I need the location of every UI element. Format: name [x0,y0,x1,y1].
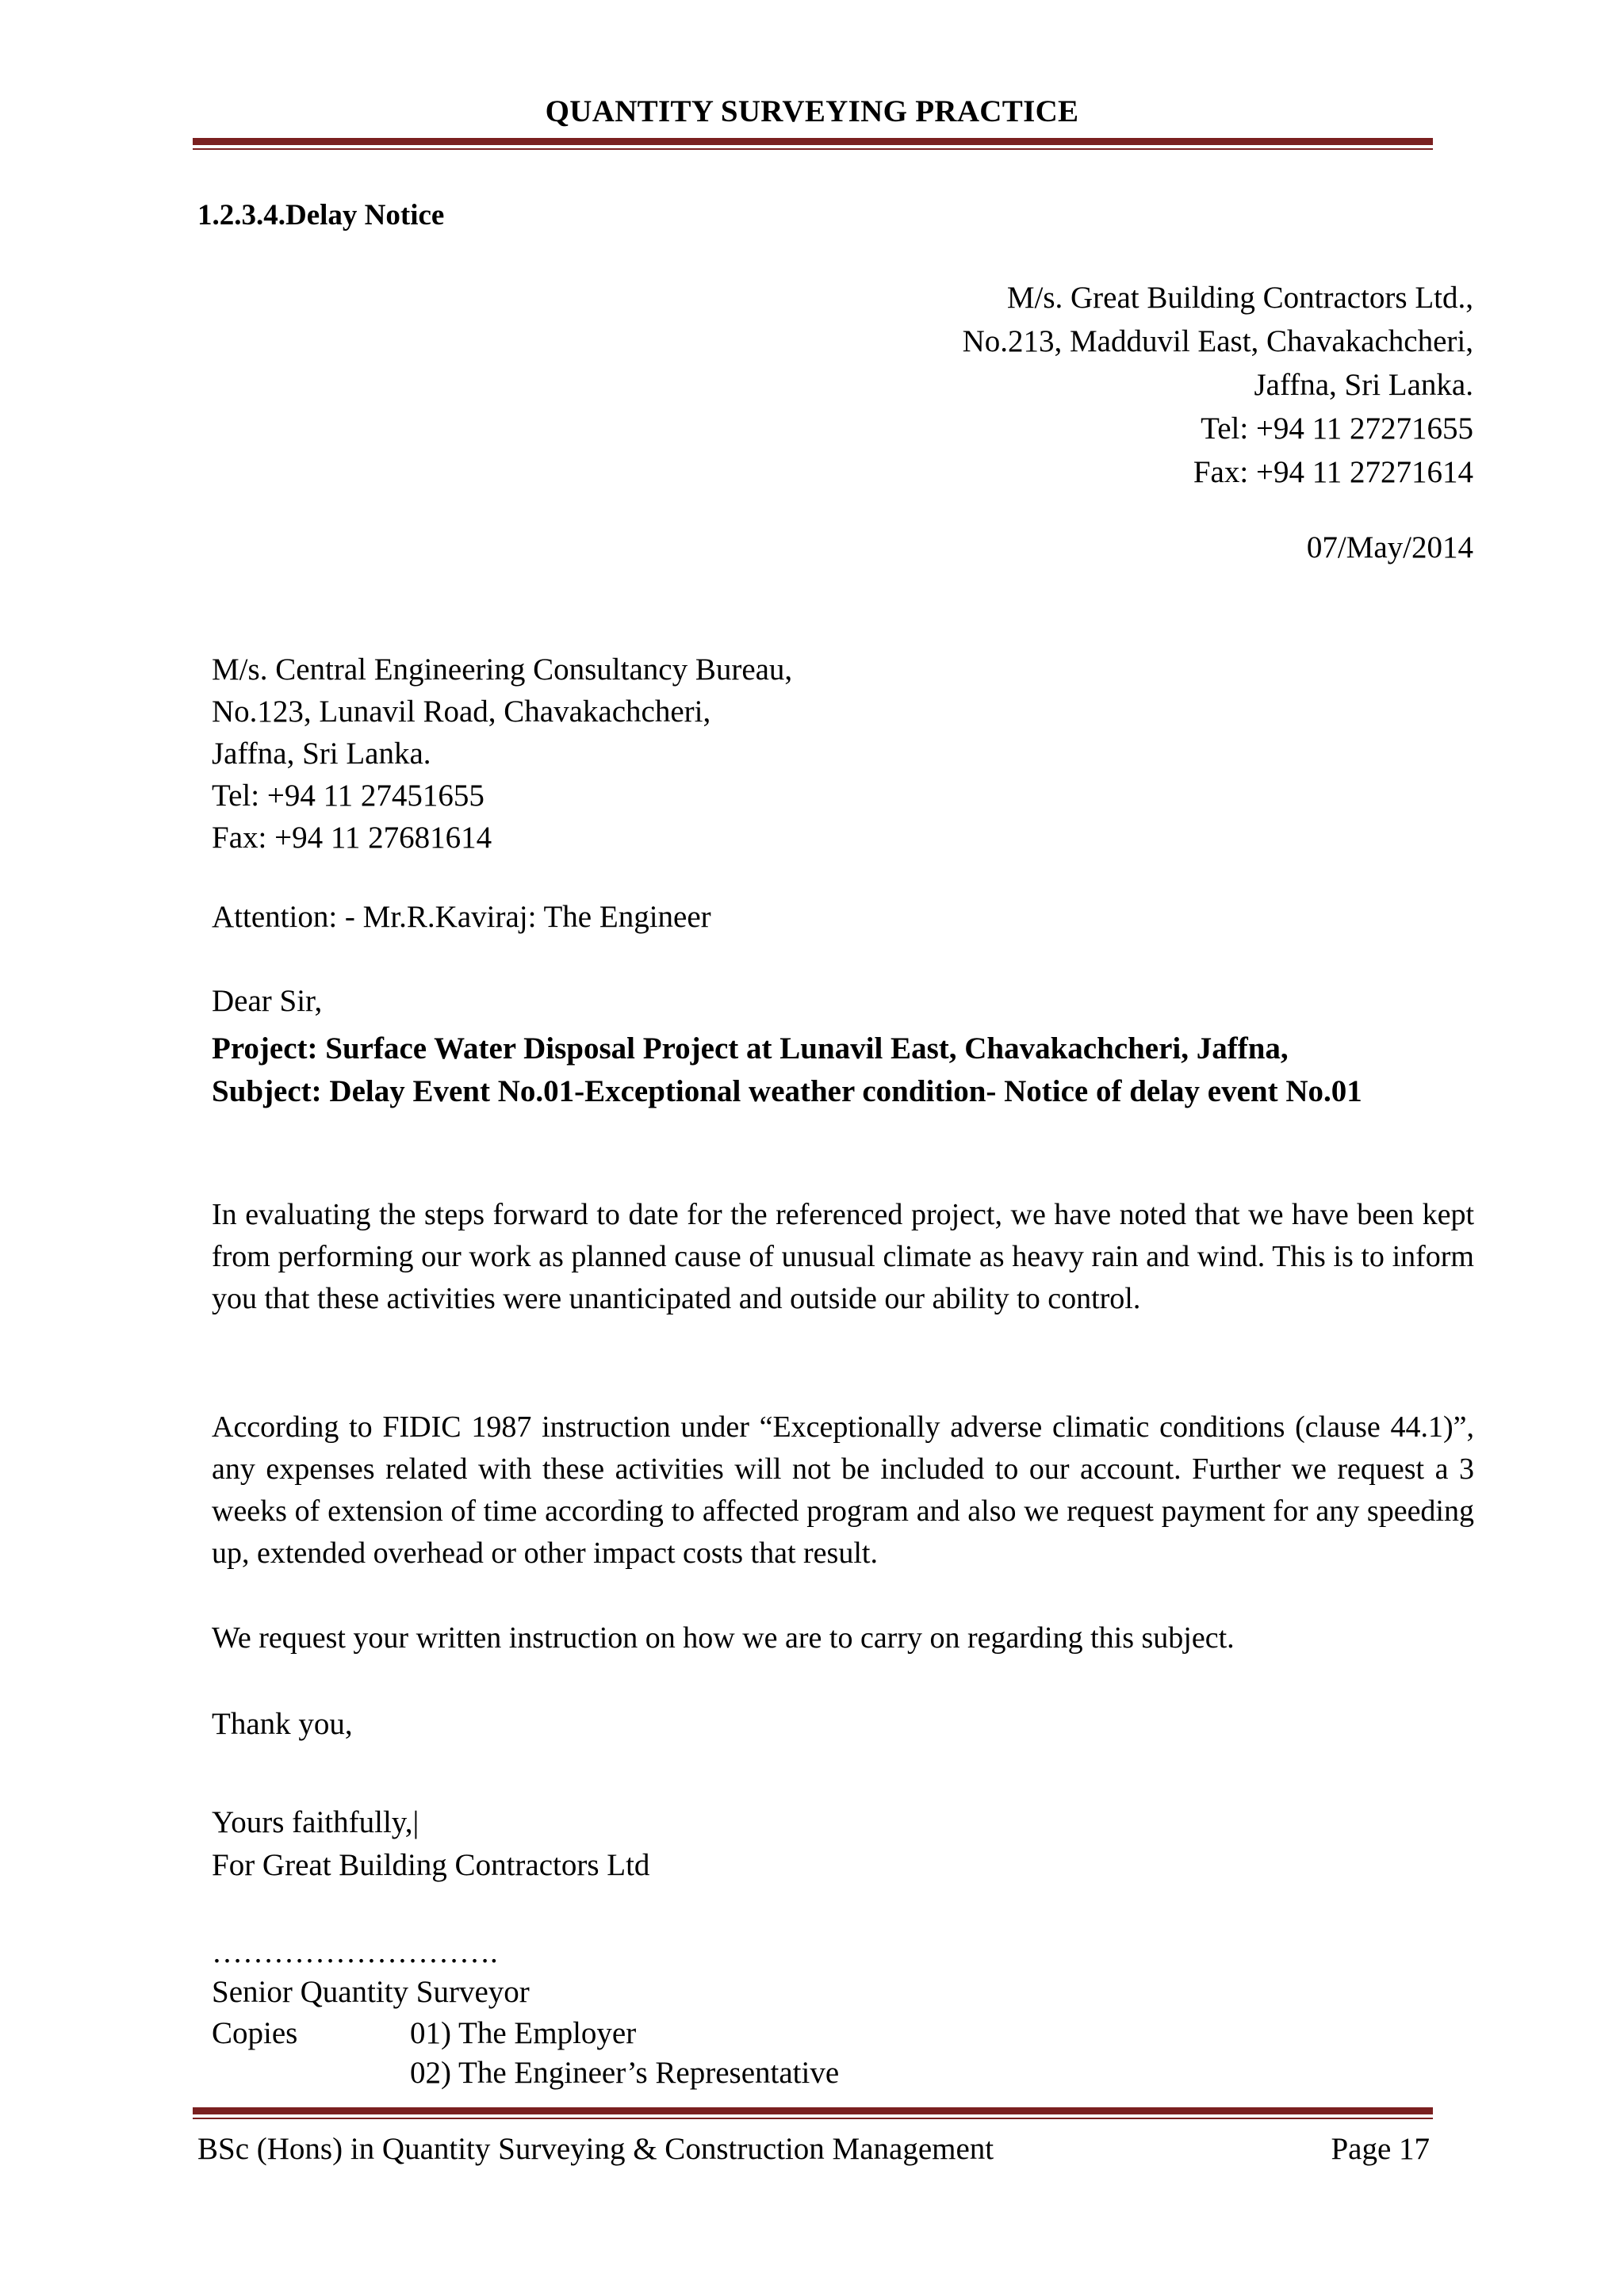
recipient-line: Jaffna, Sri Lanka. [212,737,431,771]
sender-line: Jaffna, Sri Lanka. [1254,368,1473,402]
footer-rule-thin [193,2118,1433,2119]
page-header-title: QUANTITY SURVEYING PRACTICE [545,94,1079,128]
closing-sign-off: Yours faithfully,| [212,1805,419,1839]
sender-tel: Tel: +94 11 27271655 [1201,411,1473,446]
letter-date: 07/May/2014 [1306,530,1473,564]
project-line: Project: Surface Water Disposal Project at Lunavil East, Chavakachcheri, Jaffna, [212,1031,1289,1066]
sender-address [963,276,1473,494]
salutation: Dear Sir, [212,984,323,1018]
section-heading: 1.2.3.4.Delay Notice [197,199,445,232]
recipient-line: M/s. Central Engineering Consultancy Bureau, [212,652,793,687]
footer-course-name: BSc (Hons) in Quantity Surveying & Construction Management [197,2132,994,2166]
header-rule-thick [193,138,1433,145]
recipient-fax: Fax: +94 11 27681614 [212,821,492,855]
footer-rule-thick [193,2107,1433,2114]
body-paragraph-3: We request your written instruction on how we are to carry on regarding this subject. [212,1621,1235,1655]
sender-line: M/s. Great Building Contractors Ltd., [1006,281,1473,315]
subject-block [212,1027,1362,1113]
copies-label: Copies [212,2016,298,2050]
recipient-address [212,649,792,859]
sender-fax: Fax: +94 11 27271614 [1193,455,1473,489]
closing-thanks: Thank you, [212,1707,353,1741]
body-paragraph-2: According to FIDIC 1987 instruction under “Exceptionally adverse climatic conditions (clause 44.1)”, any expenses related with these activities will not be included to our account. Further we request a 3 weeks of extension of time according to affected program and also we request payment for any speeding up, extended overhead or other impact costs that result. [212,1410,1474,1570]
closing-company: For Great Building Contractors Ltd [212,1848,650,1882]
copy-recipient: 02) The Engineer’s Representative [410,2056,840,2090]
attention-line: Attention: - Mr.R.Kaviraj: The Engineer [212,900,711,934]
recipient-line: No.123, Lunavil Road, Chavakachcheri, [212,695,711,729]
signature-line: ………………………. [212,1935,498,1969]
copy-recipient: 01) The Employer [410,2016,637,2050]
sender-line: No.213, Madduvil East, Chavakachcheri, [962,324,1473,358]
body-paragraph-1: In evaluating the steps forward to date for the referenced project, we have noted that we have been kept from performing our work as planned cause of unusual climate as heavy rain and wind. This is to inform you that these activities were unanticipated and outside our ability to control. [212,1198,1474,1315]
page-number: Page 17 [1331,2132,1430,2166]
signatory-title: Senior Quantity Surveyor [212,1975,530,2009]
copies-list [410,2014,839,2093]
recipient-tel: Tel: +94 11 27451655 [212,779,485,813]
subject-line: Subject: Delay Event No.01-Exceptional weather condition- Notice of delay event No.01 [212,1074,1362,1108]
header-rule-thin [193,148,1433,150]
